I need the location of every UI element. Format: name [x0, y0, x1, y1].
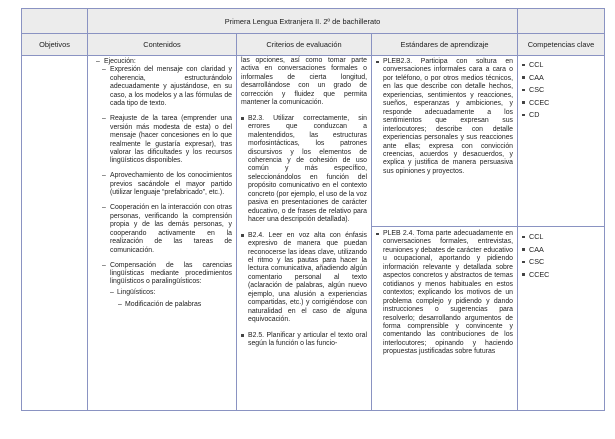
list-item: – Expresión del mensaje con claridad y coherencia, estructurándolo adecuadamente y ajustándose, en su caso, a los modelos y a las fórmulas de cada tipo de texto. — [110, 66, 232, 108]
estandar-text: PLEB 2.4. Toma parte adecuadamente en conversaciones formales, entrevistas, reuniones y debates de carácter educativo u ocupacional, aportando y pidiendo información relevante y detallada sobre aspectos concretos y abstractos de temas cotidianos y menos habituales en estos contextos; explicando los motivos de un problema complejo y pidiendo y dando instrucciones o sugerencias para resolverlo; desarrollando argumentos de forma comprensible y convincente y comentando las contribuciones de los interlocutores; opinando y haciendo propuestas justificadas sobre futuras — [376, 230, 513, 357]
rule-col-0 — [21, 8, 22, 411]
rule-row-split — [372, 226, 605, 227]
corner-cell — [22, 9, 87, 33]
header-competencias: Competencias clave — [518, 34, 604, 55]
list-item: CCL — [529, 231, 602, 244]
contenidos-sub: – Lingüísticos: — [110, 288, 156, 296]
criterio-text: las opciones, así como tomar parte activa en conversaciones formales o informales de cierta longitud, desarrollándose con un grado de corrección y fluidez que permita mantener la comunicación. — [241, 57, 367, 107]
list-item: – Cooperación en la interacción con otras personas, verificando la comprensión propia y de las demás personas, y cooperando activamente en la realización de las tareas de comunicación. — [110, 204, 232, 255]
list-item: CAA — [529, 72, 602, 85]
criterio-text: B2.5. Planificar y articular el texto oral según la función o las funcio- — [241, 332, 367, 349]
list-item: – Reajuste de la tarea (emprender una versión más modesta de esta) o del mensaje (hacer concesiones en lo que realmente le gustaría expresar), tras valorar las dificultades y los recursos lingüísticos disponibles. — [110, 115, 232, 166]
estandar-cell-2 — [372, 228, 516, 410]
list-item: CCEC — [529, 97, 602, 110]
list-item: – Aprovechamiento de los conocimientos previos sacándole el mayor partido (utilizar lenguaje “prefabricado”, etc.). — [110, 172, 232, 197]
competencias-cell-2 — [518, 228, 604, 410]
contenidos-lead: – Ejecución: — [96, 58, 136, 65]
list-item: CCEC — [529, 269, 602, 282]
corner-cell-right — [518, 9, 604, 33]
competencias-cell-1 — [518, 56, 604, 226]
list-item: – Compensación de las carencias lingüísticas mediante procedimientos lingüísticos o paralingüísticos: — [110, 262, 232, 287]
estandar-text: PLEB2.3. Participa con soltura en conversaciones informales cara a cara o por teléfono, o por otros medios técnicos, en las que describe con detalle hechos, experiencias, sentimientos y reacciones, sueños, esperanzas y ambiciones, y responde adecuadamente a los sentimientos que expresan sus interlocutores; describe con detalle experiencias personales y sus reacciones ante ellas; expresa con convicción creencias, acuerdos y desacuerdos, y explica y justifica de manera persuasiva sus opiniones y proyectos. — [376, 58, 513, 176]
contenidos-list — [96, 66, 232, 286]
header-objetivos: Objetivos — [22, 34, 87, 55]
estandar-cell-1 — [372, 56, 516, 226]
rule-col-5 — [604, 8, 605, 411]
criterio-text: B2.3. Utilizar correctamente, sin errores que conduzcan a malentendidos, las estructuras morfosintácticas, los patrones discursivos y los elementos de coherencia y de cohesión de uso común y más específico, seleccionándolos en función del propósito comunicativo en el contexto concreto (por ejemplo, el uso de la voz pasiva en presentaciones de carácter educativo, o de frases de relativo para hacer una descripción detallada). — [241, 115, 367, 225]
header-estandares: Estándares de aprendizaje — [372, 34, 517, 55]
list-item: CAA — [529, 244, 602, 257]
competencias-list — [522, 231, 602, 281]
header-contenidos: Contenidos — [88, 34, 236, 55]
list-item: CSC — [529, 256, 602, 269]
criterios-cell — [237, 56, 370, 410]
list-item: CCL — [529, 59, 602, 72]
list-item: CD — [529, 109, 602, 122]
competencias-list — [522, 59, 602, 122]
contenidos-cell — [88, 56, 235, 410]
table-title: Primera Lengua Extranjera II. 2º de bachillerato — [88, 9, 517, 33]
header-criterios: Criterios de evaluación — [237, 34, 371, 55]
criterio-text: B2.4. Leer en voz alta con énfasis expresivo de manera que puedan reconocerse las ideas clave, utilizando el ritmo y las pautas para hacer la lectura comunicativa, añadiendo algún comentario personal al texto (aclaración de palabras, algún nuevo ejemplo, una alusión a experiencias compartidas, etc.) y corrigiéndose con naturalidad en el caso de alguna equivocación. — [241, 232, 367, 325]
contenidos-sub2: – Modificación de palabras — [118, 301, 202, 309]
list-item: CSC — [529, 84, 602, 97]
